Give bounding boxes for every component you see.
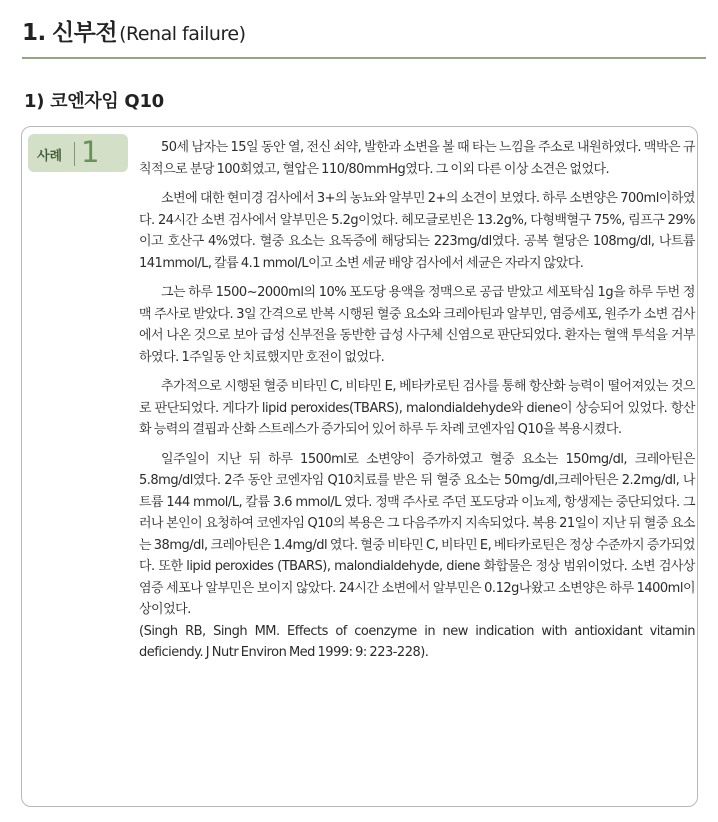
- section-title: 1) 코엔자임 Q10: [24, 91, 164, 112]
- chapter-title-english: (Renal failure): [119, 23, 246, 45]
- case-paragraph: 일주일이 지난 뒤 하루 1500ml로 소변양이 증가하였고 혈중 요소는 150mg/dl, 크레아틴은 5.8mg/dl였다. 2주 동안 코엔자임 Q10치료를 받은 뒤 혈중 요소는 50mg/dl,크레아틴은 2.2mg/dl, 나트륨 144 mmol/L, 칼륨 3.6 mmol/L 였다. 정맥 주사로 주던 포도당과 이뇨제, 항생제는 중단되었다. 그러나 본인이 요청하여 코엔자임 Q10의 복용은 그 다음주까지 지속되었다. 복용 21일이 지난 뒤 혈중 요소는 38mg/dl, 크레아틴은 1.4mg/dl 였다. 혈중 비타민 C, 비타민 E, 베타카로틴은 정상 수준까지 증가되었다. 또한 lipid peroxides (TBARS), malondialdehyde, diene 화합물은 정상 범위이었다. 소변 검사상 염증 세포나 알부민은 보이지 않았다. 24시간 소변에서 알부민은 0.12g나왔고 소변양은 하루 1400ml이상이었다.: [139, 451, 695, 617]
- case-paragraph: 소변에 대한 현미경 검사에서 3+의 농뇨와 알부민 2+의 소견이 보였다. 하루 소변양은 700ml이하였다. 24시간 소변 검사에서 알부민은 5.2g이었다. 헤모글로빈은 13.2g%, 다형백혈구 75%, 림프구 29%이고 호산구 4%였다. 혈중 요소는 요독증에 해당되는 223mg/dl였다. 공복 혈당은 108mg/dl, 나트륨 141mmol/L, 칼륨 4.1 mmol/L이고 소변 세균 배양 검사에서 세균은 자라지 않았다.: [139, 191, 695, 271]
- chapter-divider: [22, 57, 706, 59]
- case-paragraph: 그는 하루 1500~2000ml의 10% 포도당 용액을 정맥으로 공급 받았고 세포탁심 1g을 하루 두번 정맥 주사로 받았다. 3일 간격으로 반복 시행된 혈중 요소와 크레아틴과 알부민, 염증세포, 원주가 소변 검사에서 나온 것으로 보아 급성 신부전을 동반한 급성 사구체 신염으로 판단되었다. 환자는 혈액 투석을 거부하였다. 1주일동 안 치료했지만 호전이 없었다.: [139, 285, 695, 365]
- case-text: [139, 137, 695, 672]
- case-paragraph: 추가적으로 시행된 혈중 비타민 C, 비타민 E, 베타카로틴 검사를 통해 항산화 능력이 떨어져있는 것으로 판단되었다. 게다가 lipid peroxides(TBARS), malondialdehyde와 diene이 상승되어 있었다. 항산화 능력의 결핍과 산화 스트레스가 증가되어 있어 하루 두 차례 코엔자임 Q10을 복용시켰다.: [139, 379, 695, 437]
- chapter-title-korean: 신부전: [51, 20, 118, 46]
- case-badge-divider: [74, 142, 75, 166]
- case-box: [21, 126, 698, 807]
- chapter-number: 1.: [22, 20, 46, 46]
- chapter-title: [22, 14, 245, 47]
- case-badge-label: 사례: [37, 149, 63, 164]
- case-paragraph: 50세 남자는 15일 동안 열, 전신 쇠약, 발한과 소변을 볼 때 타는 느낌을 주소로 내원하였다. 맥박은 규칙적으로 분당 100회였고, 혈압은 110/80mmHg였다. 그 이외 다른 이상 소견은 없었다.: [139, 140, 695, 177]
- case-badge-number: 1: [81, 135, 100, 169]
- case-badge: [28, 134, 128, 172]
- case-reference: (Singh RB, Singh MM. Effects of coenzyme in new indication with antioxidant vitamin deficiendy. J Nutr Environ Med 1999: 9: 223-228).: [139, 623, 695, 660]
